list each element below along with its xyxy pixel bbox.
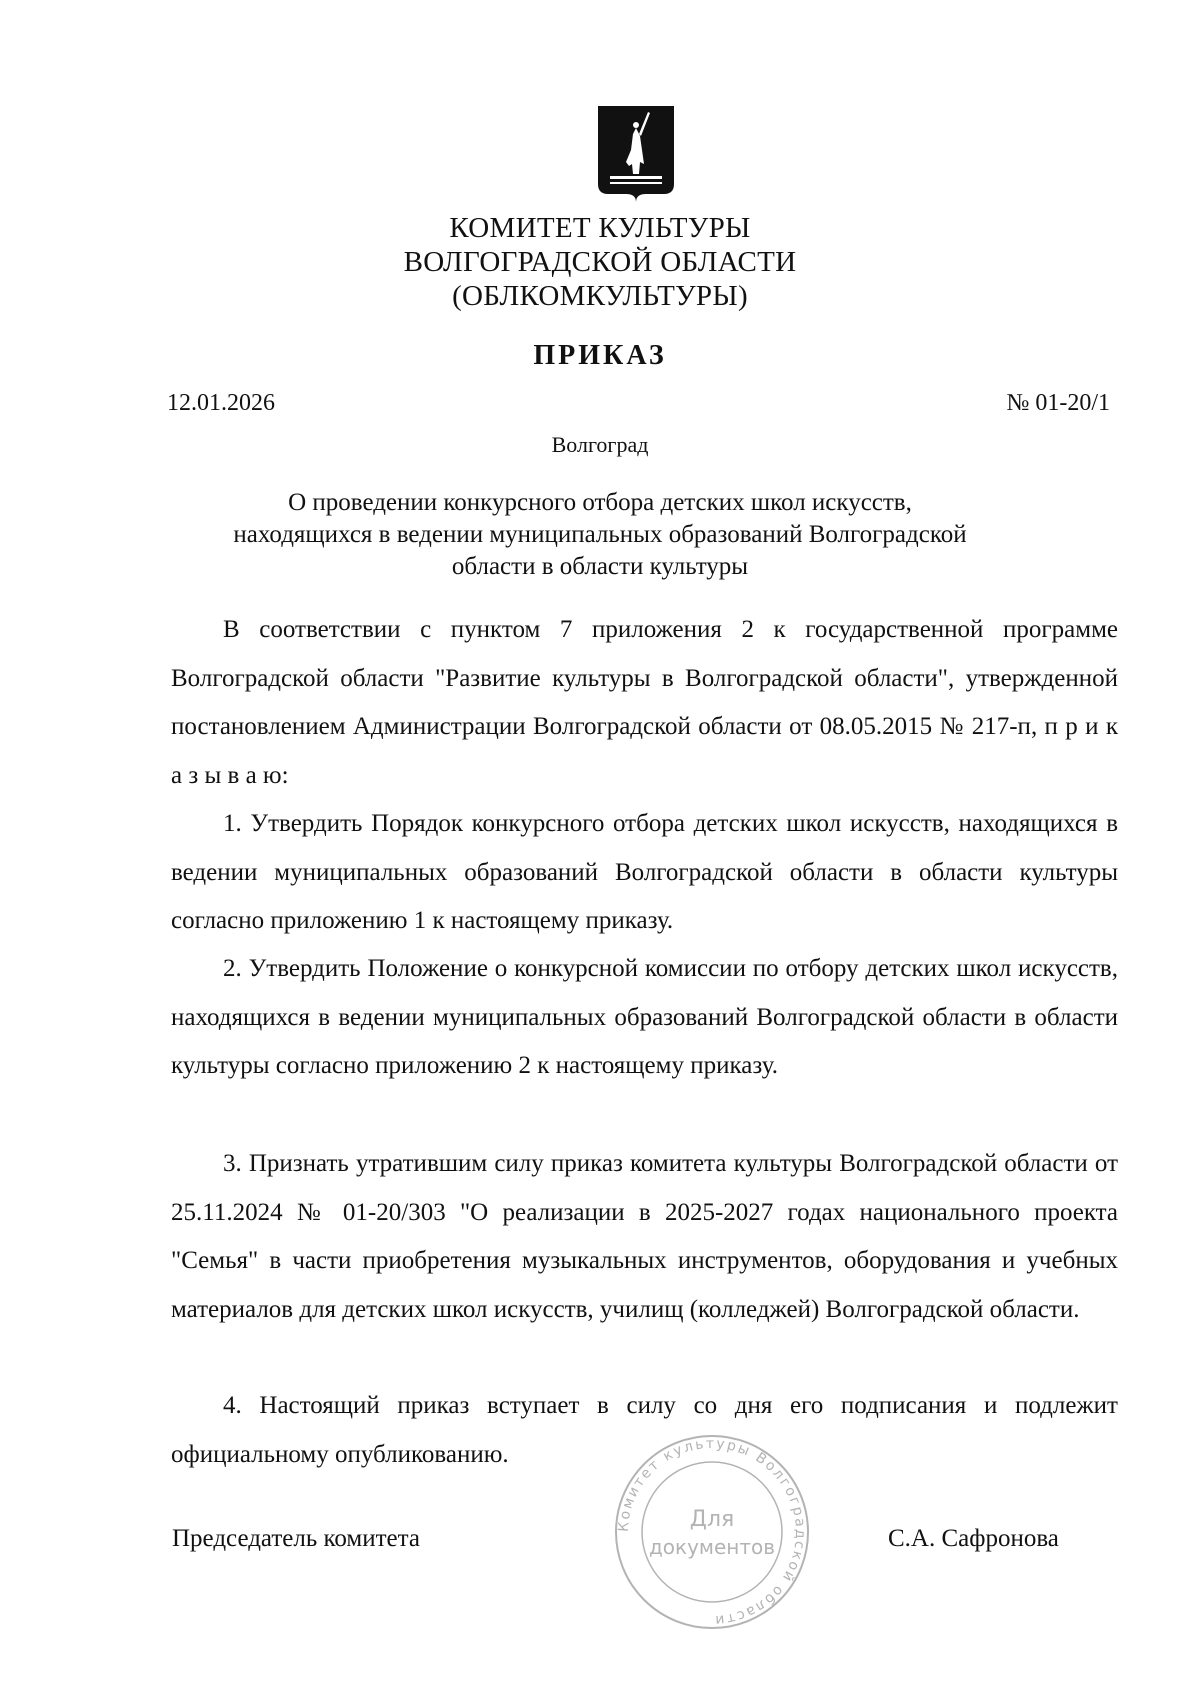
stamp-ring-text: Комитет культуры Волгоградской области bbox=[615, 1435, 809, 1629]
subject-line-3: области в области культуры bbox=[451, 553, 749, 580]
order-item-2: 2. Утвердить Положение о конкурсной комиссии по отбору детских школ искусств, находящихся в ведении муниципальных образований Волгоградской области в области культуры согласно приложению 2 к настоящему приказу. bbox=[171, 955, 1118, 1079]
org-name-line-3: (ОБЛКОМКУЛЬТУРЫ) bbox=[452, 280, 748, 312]
order-item-4: 4. Настоящий приказ вступает в силу со дня его подписания и подлежит официальному опубликованию. bbox=[171, 1392, 1118, 1468]
volgograd-region-crest-icon bbox=[596, 104, 676, 204]
order-item-1: 1. Утвердить Порядок конкурсного отбора детских школ искусств, находящихся в ведении муниципальных образований Волгоградской области в области культуры согласно приложению 1 к настоящему приказу. bbox=[171, 810, 1118, 934]
document-title: ПРИКАЗ bbox=[533, 340, 667, 371]
signatory-position: Председатель комитета bbox=[172, 1525, 420, 1552]
order-item-3: 3. Признать утратившим силу приказ комитета культуры Волгоградской области от 25.11.2024 № 01-20/303 "О реализации в 2025-2027 годах национального проекта "Семья" в части приобретения музыкальных инструментов, оборудования и учебных материалов для детских школ искусств, училищ (колледжей) Волгоградской области. bbox=[171, 1150, 1118, 1323]
order-subject bbox=[160, 487, 1040, 583]
subject-line-2: находящихся в ведении муниципальных образований Волгоградской bbox=[233, 521, 967, 548]
order-date: 12.01.2026 bbox=[167, 390, 275, 416]
order-city: Волгоград bbox=[551, 432, 649, 457]
subject-line-1: О проведении конкурсного отбора детских школ искусств, bbox=[288, 489, 912, 516]
stamp-line-1: Для bbox=[689, 1507, 735, 1532]
official-stamp bbox=[592, 1432, 832, 1632]
signatory-name: С.А. Сафронова bbox=[888, 1525, 1059, 1552]
preamble-paragraph: В соответствии с пунктом 7 приложения 2 к государственной программе Волгоградской области "Развитие культуры в Волгоградской области", утвержденной постановлением Администрации Волгоградской области от 08.05.2015 № 217-п, п р и к а з ы в а ю: bbox=[171, 616, 1118, 789]
org-name-line-2: ВОЛГОГРАДСКОЙ ОБЛАСТИ bbox=[403, 246, 797, 278]
order-number: № 01-20/1 bbox=[1006, 390, 1110, 416]
stamp-line-2: документов bbox=[648, 1535, 776, 1559]
org-name-line-1: КОМИТЕТ КУЛЬТУРЫ bbox=[449, 212, 751, 244]
